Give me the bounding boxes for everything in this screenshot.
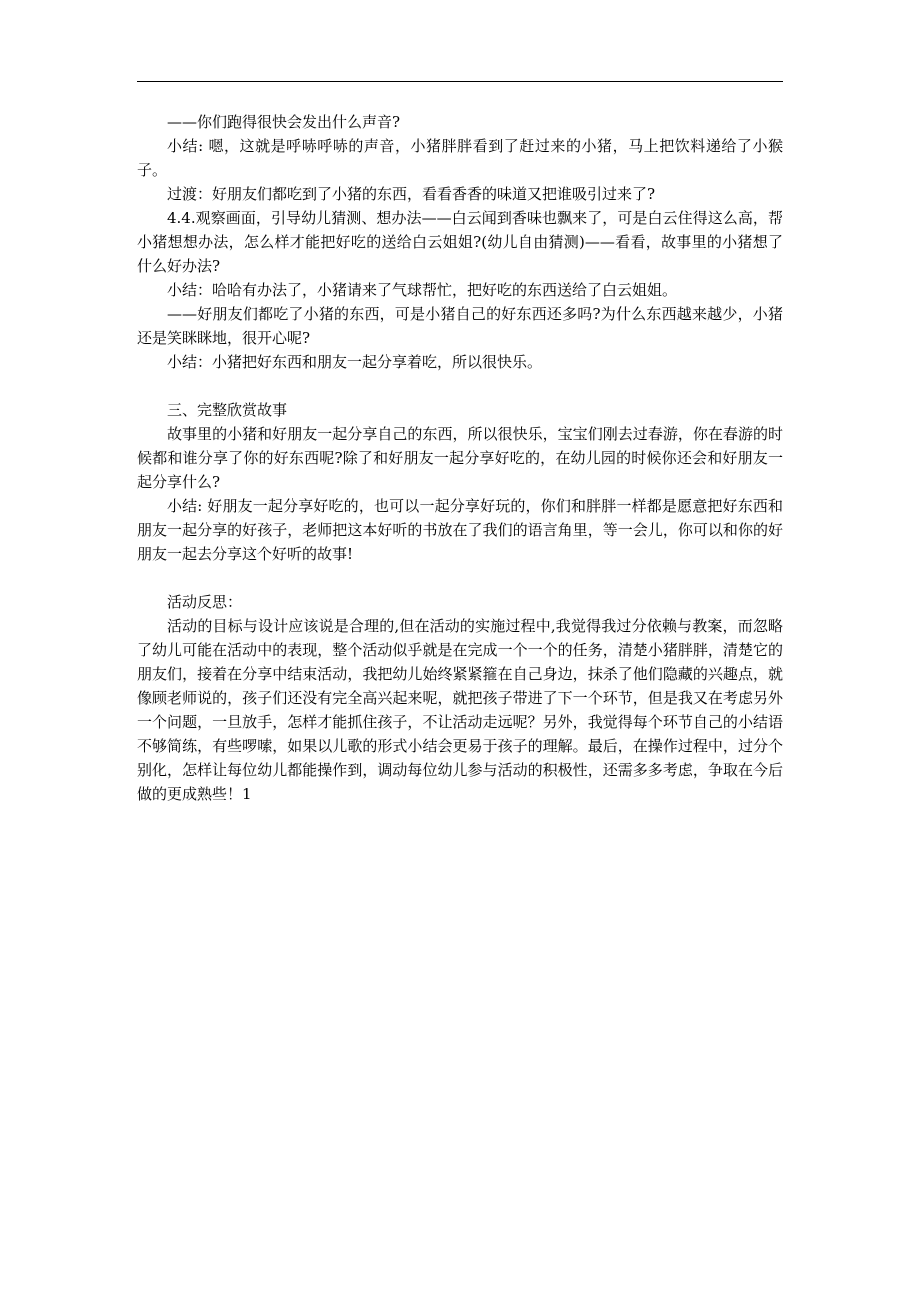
section-heading-reflection: 活动反思： xyxy=(167,593,243,611)
paragraph-summary-sharing: 小结：小猪把好东西和朋友一起分享着吃，所以很快乐。 xyxy=(167,353,543,371)
paragraph-transition: 过渡：好朋友们都吃到了小猪的东西，看看香香的味道又把谁吸引过来了? xyxy=(167,185,656,203)
paragraph-summary-balloon: 小结：哈哈有办法了，小猪请来了气球帮忙，把好吃的东西送给了白云姐姐。 xyxy=(167,281,678,299)
paragraph-summary-final: 小结: 好朋友一起分享好吃的，也可以一起分享好玩的，你们和胖胖一样都是愿意把好东西和朋友一起分享的好孩子，老师把这本好听的书放在了我们的语言角里，等一会儿，你可以和你的好朋友一起去分享这个好听的故事! xyxy=(137,497,783,563)
paragraph-summary-sound: 小结: 嗯，这就是呼哧呼哧的声音，小猪胖胖看到了赶过来的小猪，马上把饮料递给了小猴子。 xyxy=(137,137,783,179)
document-body xyxy=(137,110,783,806)
section-heading-3: 三、完整欣赏故事 xyxy=(167,401,288,419)
paragraph-question: ——你们跑得很快会发出什么声音? xyxy=(167,113,401,131)
paragraph-question-sharing: ——好朋友们都吃了小猪的东西，可是小猪自己的好东西还多吗?为什么东西越来越少，小猪还是笑眯眯地，很开心呢? xyxy=(137,305,783,347)
paragraph-reflection: 活动的目标与设计应该说是合理的,但在活动的实施过程中,我觉得我过分依赖与教案，而忽略了幼儿可能在活动中的表现，整个活动似乎就是在完成一个一个的任务，清楚小猪胖胖，清楚它的朋友们，接着在分享中结束活动，我把幼儿始终紧紧箍在自己身边，抹杀了他们隐藏的兴趣点，就像顾老师说的，孩子们还没有完全高兴起来呢，就把孩子带进了下一个环节，但是我又在考虑另外一个问题，一旦放手，怎样才能抓住孩子，不让活动走远呢？另外，我觉得每个环节自己的小结语不够简练，有些啰嗦，如果以儿歌的形式小结会更易于孩子的理解。最后，在操作过程中，过分个别化，怎样让每位幼儿都能操作到，调动每位幼儿参与活动的积极性，还需多多考虑，争取在今后做的更成熟些！1 xyxy=(137,617,783,803)
paragraph-story-discussion: 故事里的小猪和好朋友一起分享自己的东西，所以很快乐，宝宝们刚去过春游，你在春游的时候都和谁分享了你的好东西呢?除了和好朋友一起分享好吃的，在幼儿园的时候你还会和好朋友一起分享什么? xyxy=(137,425,783,491)
header-rule xyxy=(137,81,783,82)
paragraph-step-4-4: 4.4.观察画面，引导幼儿猜测、想办法——白云闻到香味也飘来了，可是白云住得这么高，帮小猪想想办法，怎么样才能把好吃的送给白云姐姐?(幼儿自由猜测)——看看，故事里的小猪想了什么好办法? xyxy=(137,209,783,275)
